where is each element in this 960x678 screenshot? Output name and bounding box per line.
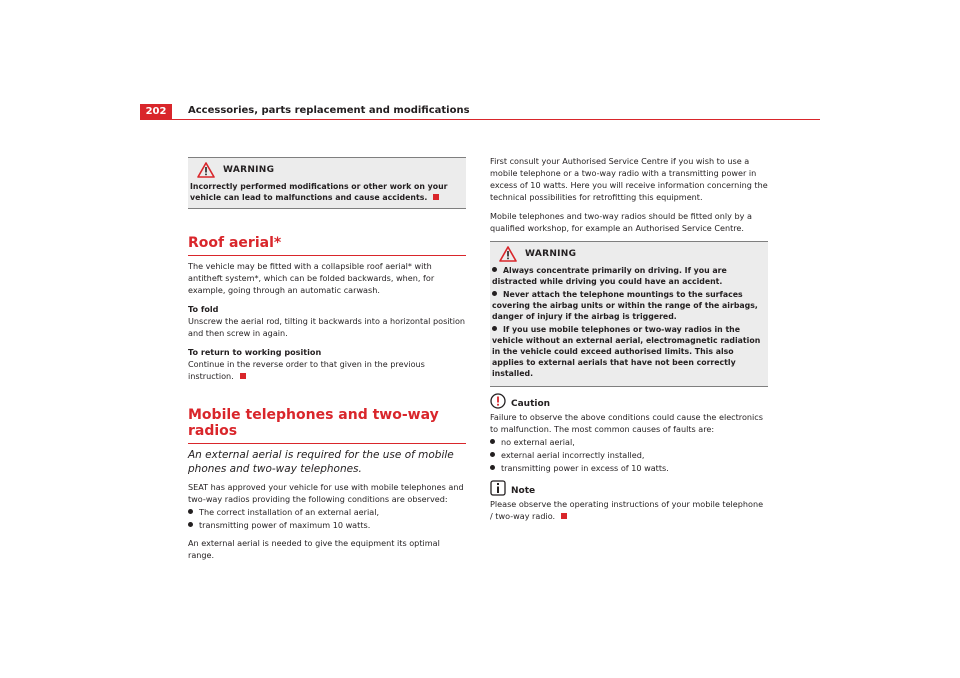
note-info-icon bbox=[490, 480, 506, 496]
list-item: transmitting power in excess of 10 watts. bbox=[490, 462, 768, 474]
bullet-icon bbox=[492, 291, 497, 296]
section-title-mobile-telephones: Mobile telephones and two-way radios bbox=[188, 407, 466, 444]
page-number: 202 bbox=[140, 104, 172, 120]
bullet-icon bbox=[188, 522, 193, 527]
bullet-icon bbox=[490, 465, 495, 470]
section-title-roof-aerial: Roof aerial* bbox=[188, 235, 466, 256]
caution-text: Failure to observe the above conditions could cause the electronics to malfunction. The most common causes of faults are: bbox=[490, 412, 763, 434]
warning-triangle-icon bbox=[499, 246, 517, 262]
caution-list bbox=[490, 436, 768, 474]
return-label: To return to working position bbox=[188, 347, 322, 357]
list-item: external aerial incorrectly installed, bbox=[490, 449, 768, 461]
bullet-icon bbox=[492, 326, 497, 331]
list-item: no external aerial, bbox=[490, 436, 768, 448]
warning-box bbox=[188, 157, 466, 209]
warning-list bbox=[492, 265, 766, 379]
conditions-list bbox=[188, 506, 466, 531]
warning-header bbox=[197, 162, 464, 178]
workshop-paragraph: Mobile telephones and two-way radios should be fitted only by a qualified workshop, for example an Authorised Service Centre. bbox=[490, 211, 752, 233]
list-item: Always concentrate primarily on driving. If you are distracted while driving you could have an accident. bbox=[492, 266, 727, 286]
fold-label: To fold bbox=[188, 304, 219, 314]
warning-header bbox=[499, 246, 766, 262]
warning-title: WARNING bbox=[223, 165, 275, 175]
warning-triangle-icon bbox=[197, 162, 215, 178]
note-text: Please observe the operating instructions of your mobile telephone / two-way radio. bbox=[490, 499, 764, 521]
roof-aerial-intro: The vehicle may be fitted with a collapsible roof aerial* with antitheft system*, which can be folded backwards, when, for example, going through an automatic carwash. bbox=[188, 261, 435, 295]
mobile-outro: An external aerial is needed to give the equipment its optimal range. bbox=[188, 538, 440, 560]
caution-title: Caution bbox=[511, 399, 551, 409]
warning-text: Incorrectly performed modifications or other work on your vehicle can lead to malfunctions and cause accidents. bbox=[190, 182, 448, 202]
note-title: Note bbox=[511, 486, 536, 496]
mobile-intro: SEAT has approved your vehicle for use with mobile telephones and two-way radios providing the following conditions are observed: bbox=[188, 482, 464, 504]
bullet-icon bbox=[490, 439, 495, 444]
warning-box bbox=[490, 241, 768, 387]
list-item: transmitting power of maximum 10 watts. bbox=[188, 519, 466, 531]
list-item: The correct installation of an external aerial, bbox=[188, 506, 466, 518]
end-mark bbox=[561, 513, 567, 519]
bullet-icon bbox=[188, 509, 193, 514]
left-column bbox=[188, 157, 466, 568]
running-header: Accessories, parts replacement and modifications bbox=[188, 105, 470, 116]
list-item: If you use mobile telephones or two-way radios in the vehicle without an external aerial, electromagnetic radiation in the vehicle could exceed authorised limits. This also applies to external aerials that have not been correctly installed. bbox=[492, 325, 761, 378]
end-mark bbox=[240, 373, 246, 379]
fold-text: Unscrew the aerial rod, tilting it backwards into a horizontal position and then screw in again. bbox=[188, 316, 466, 338]
end-mark bbox=[433, 194, 439, 200]
list-item: Never attach the telephone mountings to the surfaces covering the airbag units or within the range of the airbags, danger of injury if the airbag is triggered. bbox=[492, 290, 758, 321]
mobile-subtitle: An external aerial is required for the use of mobile phones and two-way telephones. bbox=[188, 449, 454, 475]
right-column bbox=[490, 155, 768, 529]
warning-title: WARNING bbox=[525, 249, 577, 259]
caution-exclamation-icon bbox=[490, 393, 506, 409]
bullet-icon bbox=[490, 452, 495, 457]
note-header bbox=[490, 480, 768, 496]
return-text: Continue in the reverse order to that given in the previous instruction. bbox=[188, 359, 425, 381]
consult-paragraph: First consult your Authorised Service Centre if you wish to use a mobile telephone or a two-way radio with a transmitting power in excess of 10 watts. Here you will receive information concerning the technical possibilities for retrofitting this equipment. bbox=[490, 156, 768, 202]
caution-header bbox=[490, 393, 768, 409]
bullet-icon bbox=[492, 267, 497, 272]
header-rule bbox=[172, 119, 820, 120]
